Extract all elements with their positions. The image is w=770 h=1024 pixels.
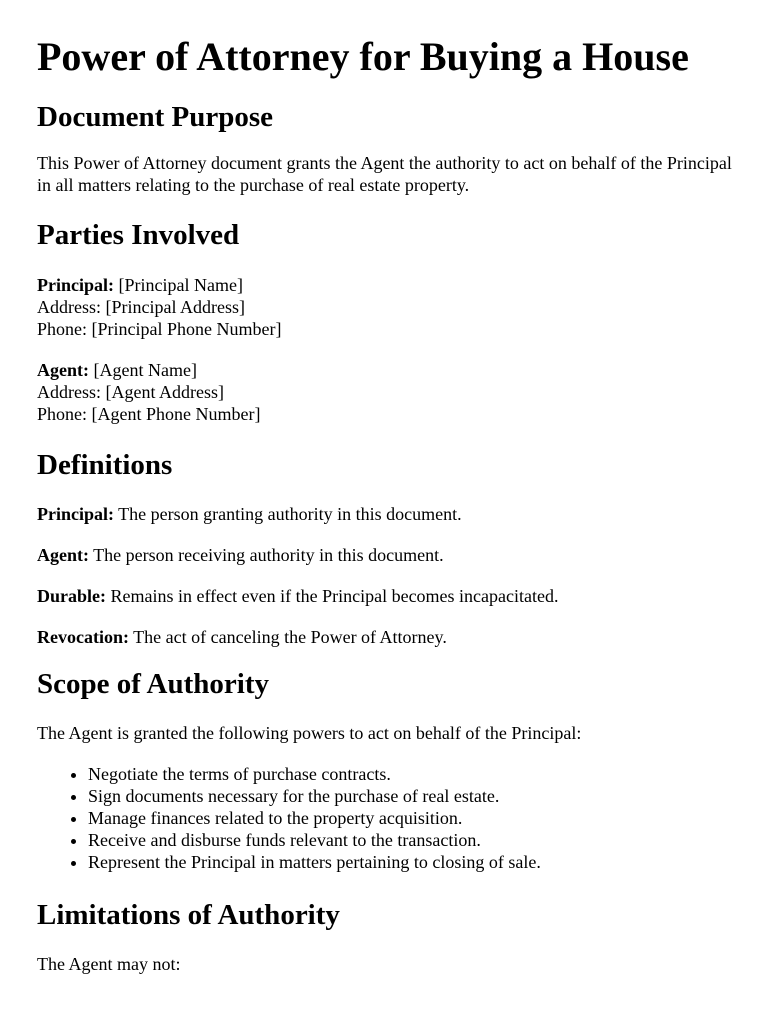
agent-address: Address: [Agent Address] bbox=[37, 382, 224, 402]
principal-label: Principal: bbox=[37, 275, 114, 295]
definition-term: Durable: bbox=[37, 586, 106, 606]
definition-agent bbox=[37, 544, 737, 566]
list-item: • Negotiate the terms of purchase contracts. bbox=[88, 763, 737, 785]
section-heading-definitions: Definitions bbox=[37, 449, 173, 481]
principal-name-line bbox=[37, 274, 737, 296]
definition-principal bbox=[37, 503, 737, 525]
definition-term: Revocation: bbox=[37, 627, 129, 647]
agent-details bbox=[37, 359, 737, 425]
agent-name: [Agent Name] bbox=[89, 360, 197, 380]
principal-name: [Principal Name] bbox=[114, 275, 243, 295]
document-page bbox=[37, 0, 737, 975]
limitations-intro: The Agent may not: bbox=[37, 954, 181, 974]
principal-address: Address: [Principal Address] bbox=[37, 297, 245, 317]
document-title: Power of Attorney for Buying a House bbox=[37, 34, 689, 79]
definition-revocation bbox=[37, 626, 737, 648]
definition-term: Principal: bbox=[37, 504, 114, 524]
section-heading-purpose: Document Purpose bbox=[37, 101, 274, 133]
definition-durable bbox=[37, 585, 737, 607]
principal-phone: Phone: [Principal Phone Number] bbox=[37, 319, 282, 339]
definition-text: The person granting authority in this document. bbox=[114, 504, 462, 524]
definition-term: Agent: bbox=[37, 545, 89, 565]
agent-label: Agent: bbox=[37, 360, 89, 380]
section-heading-limitations: Limitations of Authority bbox=[37, 899, 340, 931]
list-item: • Manage finances related to the property acquisition. bbox=[88, 807, 737, 829]
list-item: • Represent the Principal in matters pertaining to closing of sale. bbox=[88, 851, 737, 873]
section-heading-parties: Parties Involved bbox=[37, 219, 240, 251]
definition-text: The person receiving authority in this document. bbox=[89, 545, 444, 565]
list-item: • Receive and disburse funds relevant to the transaction. bbox=[88, 829, 737, 851]
principal-details bbox=[37, 274, 737, 340]
agent-phone: Phone: [Agent Phone Number] bbox=[37, 404, 261, 424]
definition-text: Remains in effect even if the Principal becomes incapacitated. bbox=[106, 586, 559, 606]
definition-text: The act of canceling the Power of Attorney. bbox=[128, 627, 447, 647]
list-item: • Sign documents necessary for the purchase of real estate. bbox=[88, 785, 737, 807]
scope-intro: The Agent is granted the following powers to act on behalf of the Principal: bbox=[37, 723, 582, 743]
agent-name-line bbox=[37, 359, 737, 381]
scope-list bbox=[37, 763, 737, 873]
purpose-paragraph: This Power of Attorney document grants the Agent the authority to act on behalf of the Principal in all matters relating to the purchase of real estate property. bbox=[37, 153, 732, 195]
section-heading-scope: Scope of Authority bbox=[37, 668, 269, 700]
